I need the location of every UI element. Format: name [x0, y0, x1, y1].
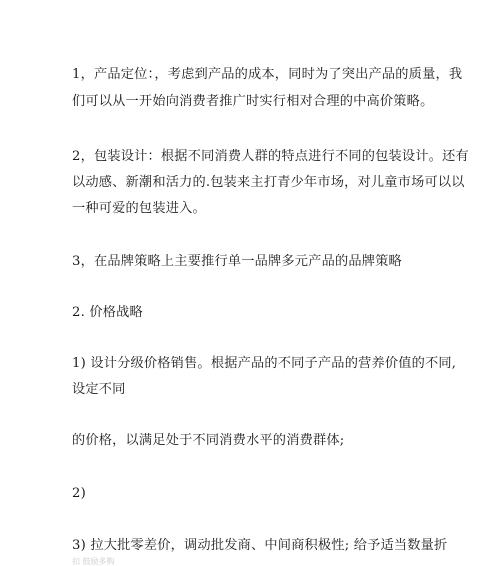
- paragraph-product-positioning-line-1: 1，产品定位：，考虑到产品的成本，同时为了突出产品的质量，我: [72, 67, 463, 82]
- paragraph-packaging-line-2: 以动感、新潮和活力的.包装来主打青少年市场，对儿童市场可以以: [72, 175, 465, 190]
- paragraph-brand-strategy: 3，在品牌策略上主要推行单一品牌多元产品的品牌策略: [72, 254, 402, 269]
- list-item-3-line-2-cutoff: 扣 鼓励多购: [72, 557, 115, 566]
- paragraph-packaging-line-1: 2，包装设计：根据不同消费人群的特点进行不同的包装设计。还有: [72, 149, 469, 164]
- paragraph-product-positioning-line-2: 们可以从一开始向消费者推广时实行相对合理的中高价策略。: [72, 94, 434, 109]
- section-heading-price-strategy: 2. 价格战略: [72, 305, 143, 320]
- list-item-1-continuation: 的价格，以满足处于不同消费水平的消费群体;: [72, 433, 345, 448]
- list-item-2: 2): [72, 486, 86, 501]
- paragraph-packaging-line-3: 一种可爱的包装进入。: [72, 201, 206, 216]
- list-item-1-line-1: 1) 设计分级价格销售。根据产品的不同子产品的营养价值的不同,: [72, 356, 457, 371]
- list-item-1-line-2: 设定不同: [72, 382, 126, 397]
- list-item-3-line-1: 3) 拉大批零差价，调动批发商、中间商积极性; 给予适当数量折: [72, 538, 448, 553]
